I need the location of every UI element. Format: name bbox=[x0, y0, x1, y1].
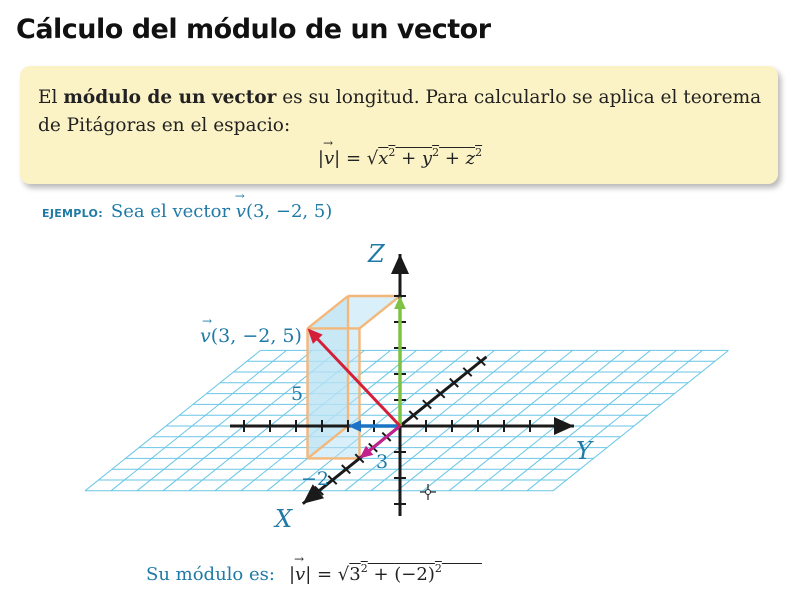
grid-line bbox=[475, 350, 651, 490]
tick-label-5: 5 bbox=[291, 383, 304, 405]
example-text: Sea el vector bbox=[110, 201, 236, 222]
grid-line bbox=[85, 350, 261, 490]
point-label: v(3, −2, 5) bbox=[200, 325, 302, 347]
x-component-arrow bbox=[367, 426, 400, 452]
axis-y-label: Y bbox=[576, 437, 592, 465]
grid-line bbox=[345, 350, 521, 490]
grid-line bbox=[501, 350, 677, 490]
axis-z-arrowhead bbox=[391, 254, 409, 274]
formula-radicand: $x^2 + y^2 + z^2$ bbox=[378, 146, 483, 169]
grid-line bbox=[527, 350, 703, 490]
tick-label-3: 3 bbox=[376, 451, 389, 473]
axis-z-label: Z bbox=[368, 240, 385, 268]
coordinate-axes bbox=[230, 254, 574, 516]
grid-line bbox=[553, 350, 729, 490]
result-math: |→ $v| = √3^2 + (-2)^2$ bbox=[289, 564, 482, 585]
crosshair-cursor-icon bbox=[420, 484, 436, 500]
point-label-arrow: → bbox=[202, 314, 213, 328]
grid-line bbox=[371, 350, 547, 490]
grid-line bbox=[423, 350, 599, 490]
grid-line bbox=[449, 350, 625, 490]
definition-rest: es su longitud. Para calcularlo se aplica el teorema de Pitágoras en el espacio: bbox=[38, 87, 762, 136]
axis-x-label: X bbox=[275, 505, 293, 533]
grid-line bbox=[397, 350, 573, 490]
grid-line bbox=[111, 350, 287, 490]
formula-equals: = bbox=[345, 148, 362, 169]
definition-formula: |→ $v| = √x^2 + y^2 + z^2$ bbox=[0, 146, 800, 169]
tick-label-minus2: −2 bbox=[301, 468, 330, 490]
result-formula bbox=[146, 562, 482, 585]
result-label: Su módulo es: bbox=[146, 564, 275, 585]
example-label: EJEMPLO: bbox=[42, 207, 103, 220]
projection-box-top bbox=[308, 296, 401, 328]
example-vector-coords: (3, −2, 5) bbox=[245, 201, 333, 222]
definition-prefix: El bbox=[38, 87, 64, 108]
formula-vector: → v bbox=[324, 148, 334, 169]
page-title: Cálculo del módulo de un vector bbox=[16, 14, 491, 45]
example-vector-name: → v bbox=[236, 201, 246, 222]
definition-term: módulo de un vector bbox=[63, 87, 277, 108]
grid-line bbox=[137, 350, 313, 490]
